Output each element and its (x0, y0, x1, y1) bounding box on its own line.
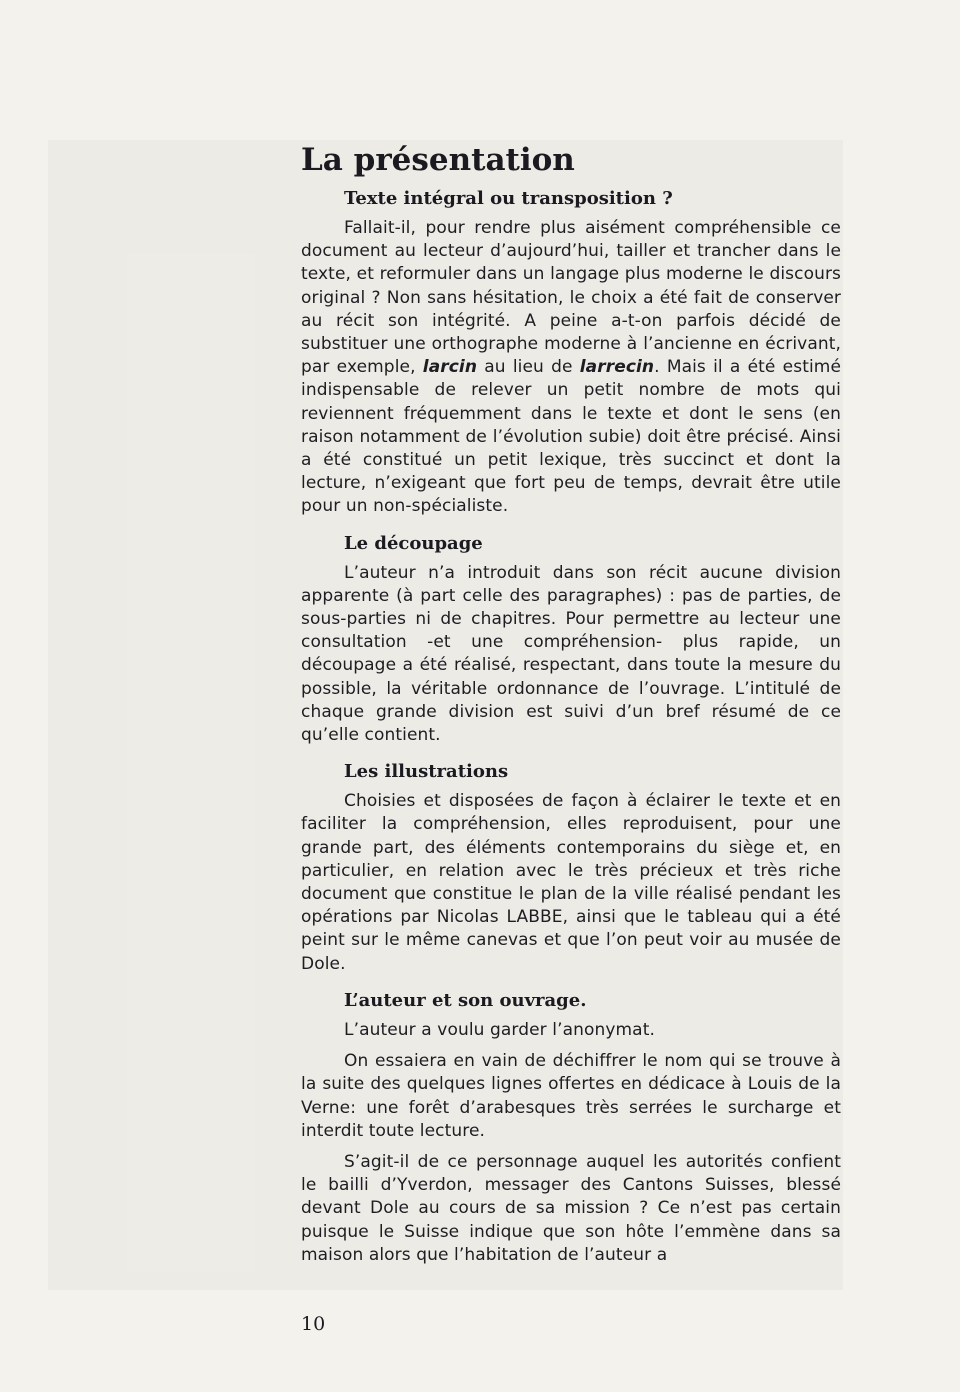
page-title: La présentation (301, 142, 575, 178)
paragraph-auteur-3: S’agit-il de ce personnage auquel les autorités confient le bailli d’Yverdon, messager des Cantons Suisses, blessé devant Dole au cours de sa mission ? Ce n’est pas certain puisque le Suisse indique que son hôte l’emmène dans sa maison alors que l’habitation de l’auteur a (301, 1151, 841, 1265)
page-body (301, 140, 841, 1267)
text-run: . Mais il a été estimé indispensable de relever un petit nombre de mots qui reviennent fréquemment dans le texte et dont le sens (en raison notamment de l’évolution subie) doit être précisé. Ainsi a été constitué un petit lexique, très succinct et dont la lecture, n’exigeant que fort peu de temps, devrait être utile pour un non-spécialiste. (301, 357, 842, 517)
term-larrecin: larrecin (579, 357, 655, 378)
section-heading-texte: Texte intégral ou transposition ? (344, 188, 673, 209)
paragraph-auteur-2: On essaiera en vain de déchiffrer le nom qui se trouve à la suite des quelques lignes offertes en dédicace à Louis de la Verne: une forêt d’arabesques très serrées le surcharge et interdit toute lecture. (301, 1051, 841, 1141)
section-heading-illustrations: Les illustrations (344, 761, 509, 783)
paragraph-decoupage: L’auteur n’a introduit dans son récit aucune division apparente (à part celle des paragraphes) : pas de parties, de sous-parties ni de chapitres. Pour permettre au lecteur une consultation -et une compréhension- plus rapide, un découpage a été réalisé, respectant, dans toute la mesure du possible, la véritable ordonnance de l’ouvrage. L’intitulé de chaque grande division est suivi d’un bref résumé de ce qu’elle contient. (301, 562, 841, 746)
term-larcin: larcin (422, 357, 478, 378)
section-heading-decoupage: Le découpage (344, 532, 483, 554)
section-heading-auteur: L’auteur et son ouvrage. (344, 989, 587, 1011)
paragraph-texte-integral (301, 217, 841, 519)
text-run: au lieu de (477, 357, 580, 378)
text-run: Fallait-il, pour rendre plus aisément compréhensible ce document au lecteur d’aujourd’hui, tailler et trancher dans le texte, et reformuler dans un langage plus moderne le discours original ? Non sans hésitation, le choix a été fait de conserver au récit son intégrité. A peine a-t-on parfois décidé de substituer une orthographe moderne à l’ancienne en écrivant, par exemple, (301, 218, 841, 378)
paragraph-illustrations: Choisies et disposées de façon à éclairer le texte et en faciliter la compréhension, elles reproduisent, pour une grande part, des éléments contemporains du siège et, en particulier, en relation avec le très précieux et très riche document que constitue le plan de la ville réalisé pendant les opérations par Nicolas LABBE, ainsi que le tableau qui a été peint sur le même canevas et que l’on peut voir au musée de Dole. (301, 791, 841, 974)
page-number: 10 (301, 1313, 326, 1335)
paragraph-auteur-1: L’auteur a voulu garder l’anonymat. (344, 1019, 655, 1040)
